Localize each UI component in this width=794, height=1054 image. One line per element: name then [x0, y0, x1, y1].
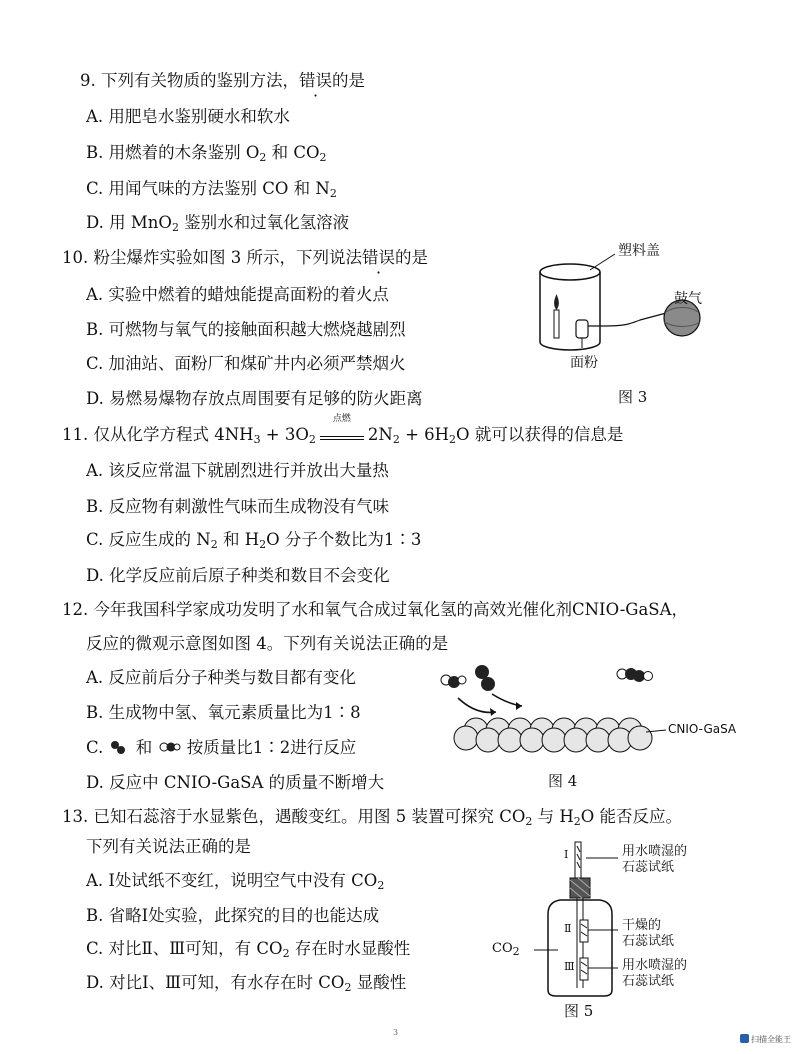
roman-i: Ⅰ — [564, 848, 569, 861]
emphasis-mark: 错误 — [299, 71, 332, 90]
label-wet-litmus-1: 用水喷湿的 石蕊试纸 — [622, 844, 688, 875]
q9-option-b: B. 用燃着的木条鉴别 $O_2$ 和 $CO_2$ — [86, 143, 327, 164]
q9-stem: 9. 下列有关物质的鉴别方法，错误的是 — [80, 71, 365, 90]
label-co2: $CO_2$ — [492, 941, 520, 958]
q10-stem: 10. 粉尘爆炸实验如图 3 所示，下列说法错误的是 — [62, 248, 428, 267]
label-wet-litmus-2: 用水喷湿的 石蕊试纸 — [622, 958, 688, 989]
o2-molecule-icon — [158, 737, 182, 757]
q11-option-a: A. 该反应常温下就剧烈进行并放出大量热 — [86, 461, 389, 480]
q13-option-d: D. 对比Ⅰ、Ⅲ可知，有水存在时 $CO_2$ 显酸性 — [86, 973, 407, 994]
q12-option-b: B. 生成物中氢、氧元素质量比为1∶8 — [86, 703, 361, 722]
q10-option-d: D. 易燃易爆物存放点周围要有足够的防火距离 — [86, 389, 423, 408]
q13-option-c: C. 对比Ⅱ、Ⅲ可知，有 $CO_2$ 存在时水显酸性 — [86, 939, 411, 960]
q10-option-b: B. 可燃物与氧气的接触面积越大燃烧越剧烈 — [86, 320, 406, 339]
page-number: 3 — [393, 1028, 399, 1037]
q11-option-b: B. 反应物有刺激性气味而生成物没有气味 — [86, 497, 390, 516]
q12-stem-line2: 反应的微观示意图如图 4。下列有关说法正确的是 — [86, 634, 449, 653]
q9-option-c: C. 用闻气味的方法鉴别 CO 和 $N_2$ — [86, 179, 337, 200]
roman-iii: Ⅲ — [564, 960, 575, 973]
figure-5 — [490, 840, 730, 1020]
q10-option-c: C. 加油站、面粉厂和煤矿井内必须严禁烟火 — [86, 354, 406, 373]
label-plastic-lid: 塑料盖 — [618, 243, 660, 259]
q11-option-c: C. 反应生成的 $N_2$ 和 $H_2O$ 分子个数比为1∶3 — [86, 530, 422, 551]
roman-ii: Ⅱ — [564, 922, 572, 935]
q13-option-b: B. 省略Ⅰ处实验，此探究的目的也能达成 — [86, 906, 380, 925]
q9-option-d: D. 用 MnO$_2$ 鉴别水和过氧化氢溶液 — [86, 213, 350, 234]
q13-option-a: A. Ⅰ处试纸不变红，说明空气中没有 $CO_2$ — [86, 871, 385, 892]
figure-5-caption: 图 5 — [564, 1002, 594, 1020]
label-dry-litmus: 干燥的 石蕊试纸 — [622, 918, 675, 949]
q9-option-a: A. 用肥皂水鉴别硬水和软水 — [86, 107, 290, 126]
figure-3 — [530, 240, 730, 410]
catalyst-micro-diagram — [436, 660, 726, 760]
q11-stem: 11. 仅从化学方程式 $4NH_3 + 3O_2$ 点燃 $2N_2 + 6H_2O$ 就可以获得的信息是 — [62, 414, 624, 446]
reaction-condition: 点燃 — [320, 426, 364, 440]
figure-4-caption: 图 4 — [548, 772, 578, 790]
figure-3-caption: 图 3 — [618, 388, 648, 406]
q12-stem-line1: 12. 今年我国科学家成功发明了水和氧气合成过氧化氢的高效光催化剂CNIO-GaSA， — [62, 600, 689, 619]
q12-option-d: D. 反应中 CNIO-GaSA 的质量不断增大 — [86, 773, 385, 792]
q13-stem-line1: 13. 已知石蕊溶于水显紫色，遇酸变红。用图 5 装置可探究 $CO_2$ 与 $H_2O$ 能否反应。 — [62, 807, 683, 828]
q10-option-a: A. 实验中燃着的蜡烛能提高面粉的着火点 — [86, 285, 389, 304]
scanner-watermark: 扫描全能王 — [740, 1034, 791, 1045]
label-air-pump: 鼓气 — [674, 291, 702, 307]
litmus-apparatus — [490, 840, 730, 1000]
q12-option-a: A. 反应前后分子种类与数目都有变化 — [86, 668, 356, 687]
q12-option-c: C. 和 按质量比1∶2进行反应 — [86, 738, 357, 757]
label-flour: 面粉 — [570, 355, 598, 371]
emphasis-mark: 错误 — [361, 248, 395, 267]
figure-4 — [436, 660, 737, 800]
catalyst-label: CNIO-GaSA — [668, 722, 737, 736]
h2o2-molecule-icon — [109, 737, 131, 757]
q13-stem-line2: 下列有关说法正确的是 — [86, 837, 251, 856]
q11-option-d: D. 化学反应前后原子种类和数目不会变化 — [86, 566, 390, 585]
scanner-logo-icon — [740, 1034, 749, 1043]
